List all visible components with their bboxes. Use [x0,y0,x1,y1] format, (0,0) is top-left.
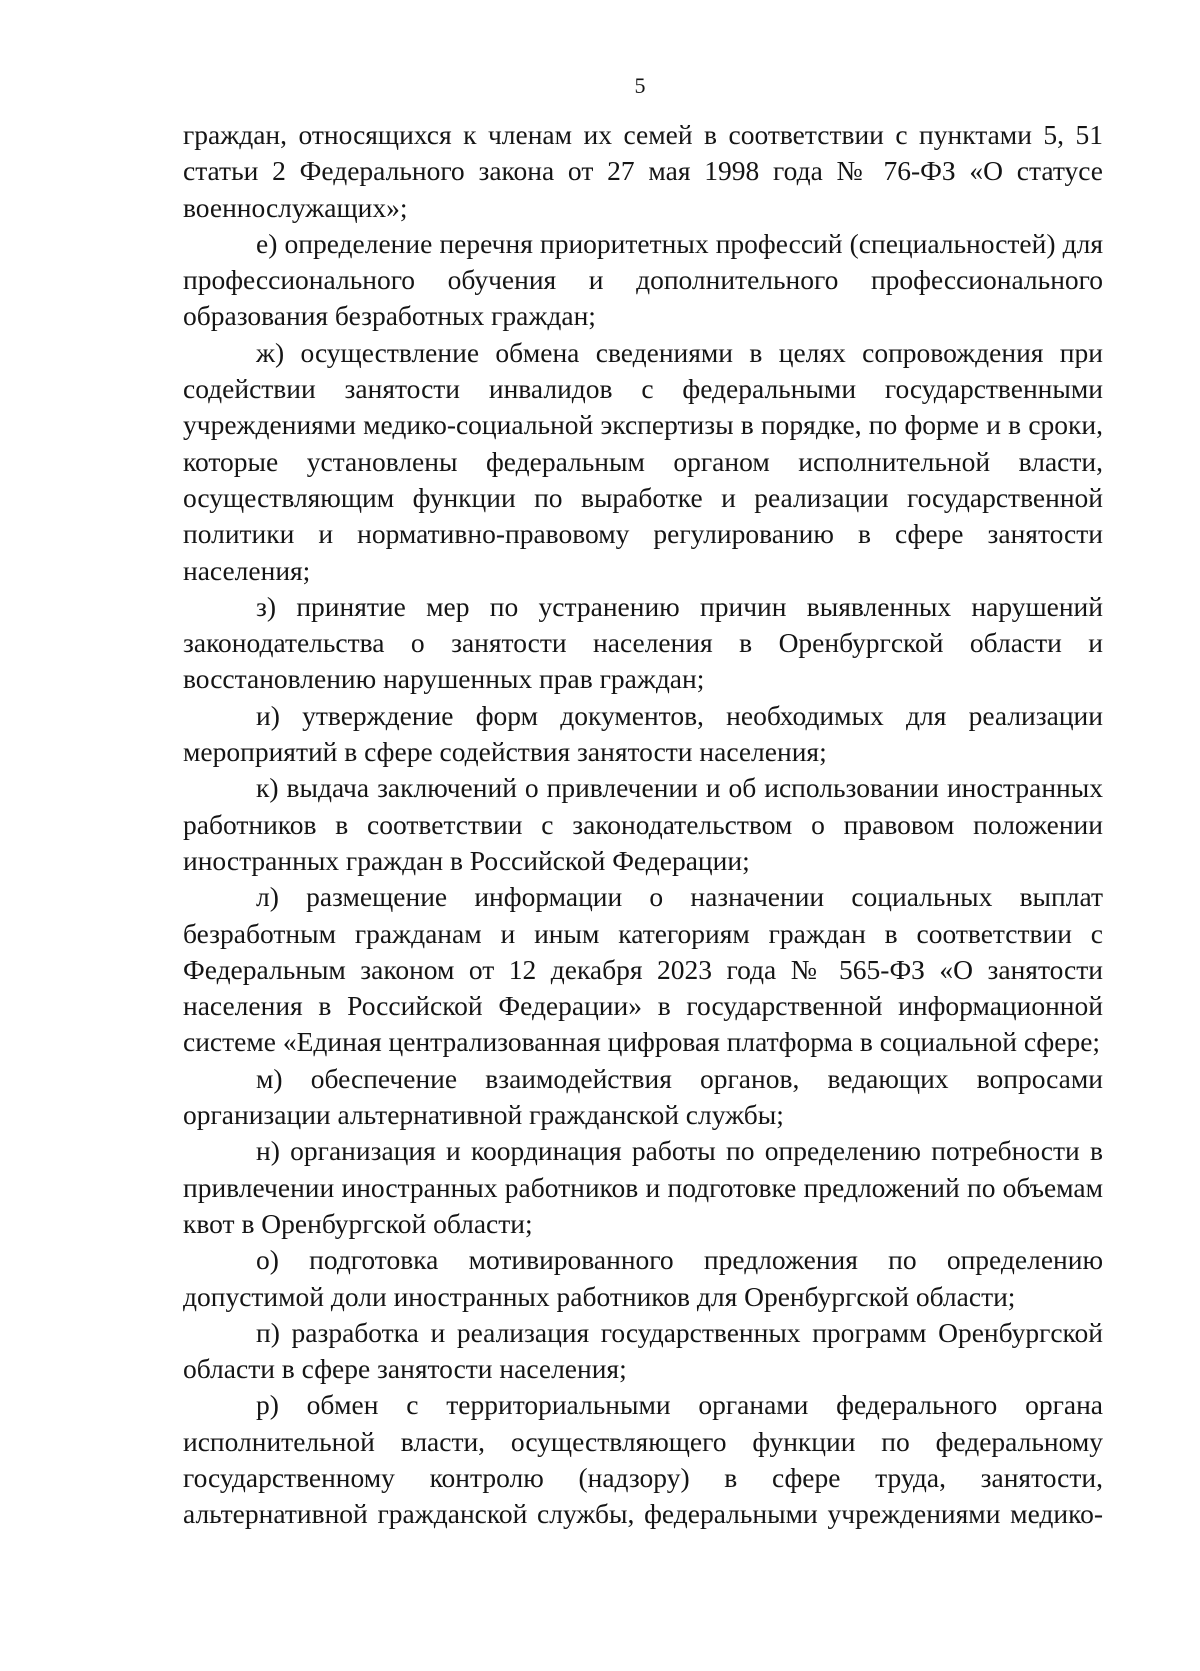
paragraph-item-z: з) принятие мер по устранению причин выявленных нарушений законодательства о занятости населения в Оренбургской области и восстановлению нарушенных прав граждан; [183,590,1103,695]
paragraph-item-p: п) разработка и реализация государственных программ Оренбургской области в сфере занятости населения; [183,1316,1103,1385]
paragraph-item-n: н) организация и координация работы по определению потребности в привлечении иностранных работников и подготовке предложений по объемам квот в Оренбургской области; [183,1135,1103,1239]
paragraph-continuation: граждан, относящихся к членам их семей в соответствии с пунктами 5, 51 статьи 2 Федерального закона от 27 мая 1998 года № 76-ФЗ «О статусе военнослужащих»; [183,119,1103,223]
paragraph-item-i: и) утверждение форм документов, необходимых для реализации мероприятий в сфере содействия занятости населения; [183,699,1103,768]
paragraph-item-m: м) обеспечение взаимодействия органов, ведающих вопросами организации альтернативной гражданской службы; [183,1062,1103,1131]
paragraph-item-r: р) обмен с территориальными органами федерального органа исполнительной власти, осуществляющего функции по федеральному государственному контролю (надзору) в сфере труда, занятости, альтернативной гражданской службы, федеральными учреждениями медико- [183,1389,1103,1530]
paragraph-item-o: о) подготовка мотивированного предложения по определению допустимой доли иностранных работников для Оренбургской области; [183,1244,1103,1312]
paragraph-item-l: л) размещение информации о назначении социальных выплат безработным гражданам и иным категориям граждан в соответствии с Федеральным законом от 12 декабря 2023 года № 565-ФЗ «О занятости населения в Российской Федерации» в государственной информационной системе «Единая централизованная цифровая платформа в социальной сфере; [183,881,1103,1058]
document-body [183,117,1103,1533]
paragraph-item-k: к) выдача заключений о привлечении и об использовании иностранных работников в соответствии с законодательством о правовом положении иностранных граждан в Российской Федерации; [183,772,1103,876]
paragraph-item-e: е) определение перечня приоритетных профессий (специальностей) для профессионального обучения и дополнительного профессионального образования безработных граждан; [183,227,1103,332]
page-number: 5 [634,73,646,98]
paragraph-item-zh: ж) осуществление обмена сведениями в целях сопровождения при содействии занятости инвалидов с федеральными государственными учреждениями медико-социальной экспертизы в порядке, по форме и в сроки, которые установлены федеральным органом исполнительной власти, осуществляющим функции по выработке и реализации государственной политики и нормативно-правовому регулированию в сфере занятости населения; [183,336,1103,586]
